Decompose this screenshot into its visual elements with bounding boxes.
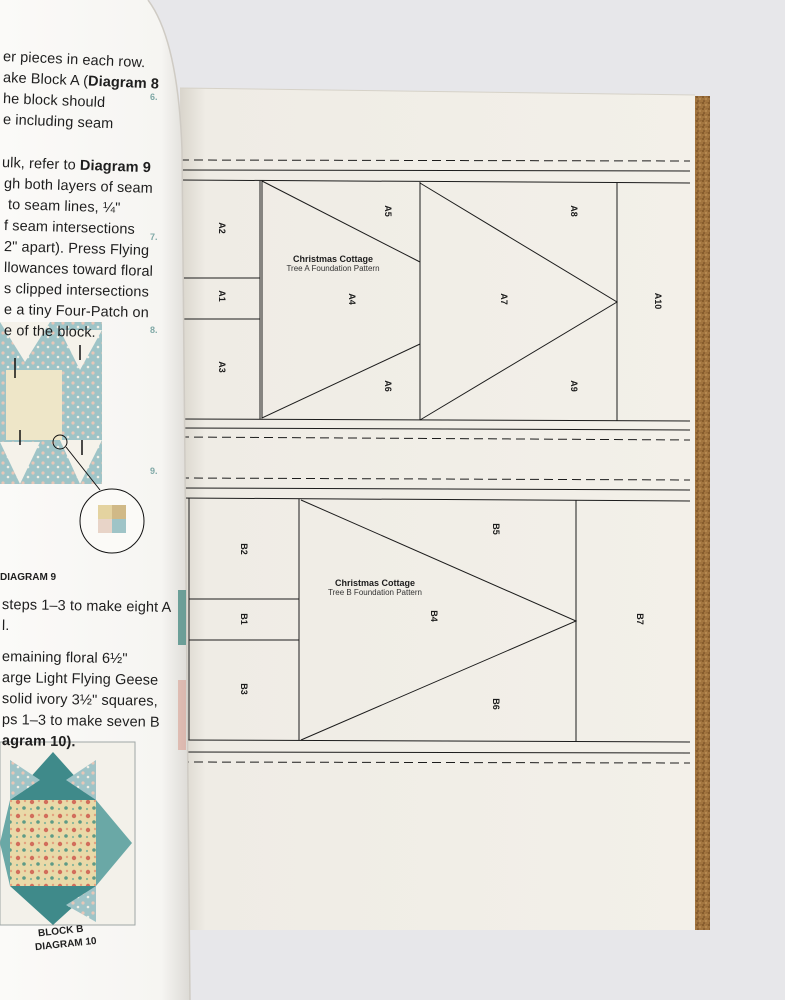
pattern-piece-label: B6 xyxy=(491,698,501,710)
step-number: 9. xyxy=(150,466,158,476)
tree-b-subtitle-text: Tree B Foundation Pattern xyxy=(328,588,422,597)
left-page-line: emaining floral 6½" xyxy=(1,649,128,668)
diagram-9-caption: DIAGRAM 9 xyxy=(0,572,57,583)
left-page-line: l. xyxy=(1,618,10,635)
left-page-line: ake Block A (Diagram 8 xyxy=(2,70,160,93)
step-number: 8. xyxy=(150,325,158,335)
left-page-line: ps 1–3 to make seven B xyxy=(1,712,160,731)
tree-b-title xyxy=(315,578,435,597)
pattern-piece-label: A7 xyxy=(499,293,509,305)
pattern-piece-label: A10 xyxy=(653,292,663,310)
pattern-piece-label: B4 xyxy=(429,610,439,622)
left-page-line: e of the block. xyxy=(3,323,96,341)
pattern-piece-label: A9 xyxy=(569,380,579,392)
tree-b-title-text: Christmas Cottage xyxy=(334,578,415,588)
pattern-piece-label: A4 xyxy=(347,293,357,305)
left-page-line: agram 10). xyxy=(1,733,76,751)
pattern-piece-label: A3 xyxy=(217,361,227,373)
left-page-line: solid ivory 3½" squares, xyxy=(1,691,158,710)
block-b-caption: BLOCK B xyxy=(37,923,85,940)
pattern-piece-label: B7 xyxy=(635,613,645,625)
left-page-line: to seam lines, ¼" xyxy=(7,197,121,217)
left-page-line: llowances toward floral xyxy=(3,260,154,280)
pattern-piece-label: B5 xyxy=(491,523,501,535)
step-number: 6. xyxy=(150,92,158,102)
step-number: 7. xyxy=(150,232,158,242)
diagram-10-caption: DIAGRAM 10 xyxy=(34,935,98,954)
tree-a-title xyxy=(273,254,393,273)
left-page-line: gh both layers of seam xyxy=(3,176,154,197)
left-page-line: steps 1–3 to make eight A xyxy=(1,597,172,616)
pattern-piece-label: B2 xyxy=(239,543,249,555)
pattern-page xyxy=(180,88,695,930)
left-page-line: f seam intersections xyxy=(3,218,136,238)
pattern-piece-label: A8 xyxy=(569,205,579,217)
pattern-piece-label: A6 xyxy=(383,380,393,392)
left-page-line: s clipped intersections xyxy=(3,281,150,301)
tree-a-subtitle-text: Tree A Foundation Pattern xyxy=(286,264,380,273)
left-page-line: he block should xyxy=(2,91,106,112)
left-page-line: e including seam xyxy=(2,112,114,133)
pattern-piece-label: B1 xyxy=(239,613,249,625)
left-page-line: arge Light Flying Geese xyxy=(1,670,159,689)
tree-a-title-text: Christmas Cottage xyxy=(292,254,373,264)
left-page-line: e a tiny Four-Patch on xyxy=(3,302,150,322)
pattern-piece-label: A1 xyxy=(217,290,227,302)
left-page-line: 2" apart). Press Flying xyxy=(3,239,150,260)
left-page-text xyxy=(0,0,200,1000)
left-page-line: ulk, refer to Diagram 9 xyxy=(1,155,152,177)
pattern-piece-label: B3 xyxy=(239,683,249,695)
pattern-piece-label: A2 xyxy=(217,222,227,234)
left-page-line: er pieces in each row. xyxy=(2,49,146,72)
pattern-piece-label: A5 xyxy=(383,205,393,217)
